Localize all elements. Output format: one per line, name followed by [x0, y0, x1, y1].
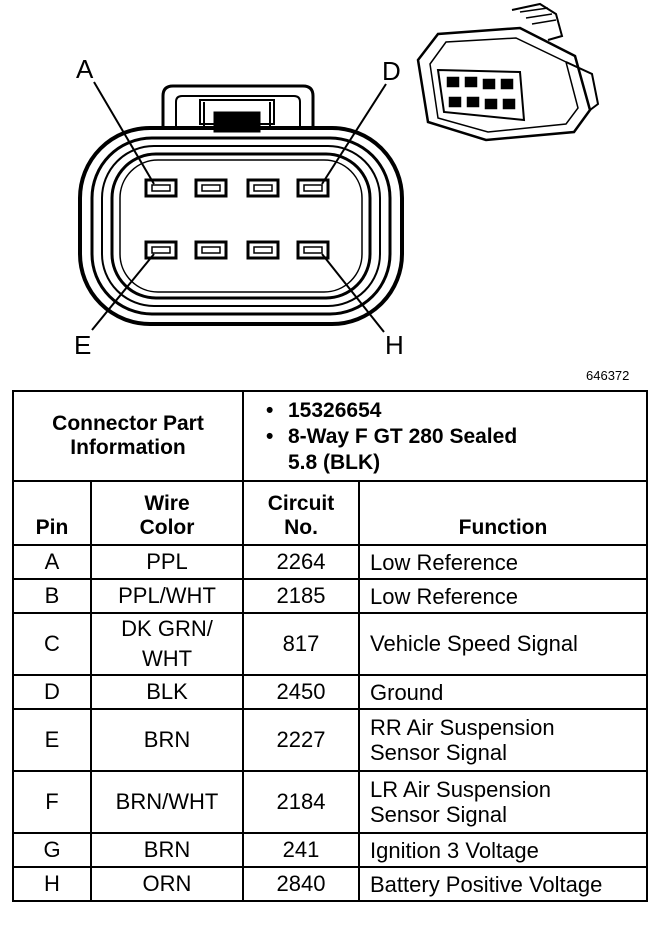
cell-function: [359, 709, 647, 771]
pin-callout-e: E: [74, 330, 92, 360]
cell-wire-color: ORN: [91, 867, 243, 901]
cavity-g: [248, 242, 278, 258]
col-header-pin: Pin: [13, 481, 91, 545]
cell-pin: C: [13, 613, 91, 675]
part-info-header: [13, 391, 243, 481]
cavity-c: [248, 180, 278, 196]
table-row: [13, 709, 647, 771]
function-line1: RR Air Suspension: [370, 715, 555, 740]
cell-pin: G: [13, 833, 91, 867]
col-header-wire-color-text: Wire Color: [139, 492, 195, 539]
part-description-line2: 5.8 (BLK): [288, 451, 381, 474]
part-info-header-text: Connector Part Information: [52, 412, 204, 459]
cell-function: [359, 771, 647, 833]
cell-circuit: 241: [243, 833, 359, 867]
cell-wire-color: [91, 613, 243, 675]
cell-wire-color: BRN: [91, 709, 243, 771]
cell-function: Low Reference: [359, 545, 647, 579]
pin-callout-h: H: [385, 330, 404, 360]
table-row: [13, 771, 647, 833]
table-row: [13, 675, 647, 709]
function-line2: Sensor Signal: [370, 740, 507, 765]
cell-function: Low Reference: [359, 579, 647, 613]
column-header-row: [13, 481, 647, 545]
pin-callout-a: A: [76, 54, 94, 84]
figure-id: 646372: [586, 368, 630, 383]
part-number: • 15326654: [288, 398, 646, 424]
part-description: [288, 424, 646, 476]
cell-pin: H: [13, 867, 91, 901]
cell-pin: E: [13, 709, 91, 771]
cell-function: Ignition 3 Voltage: [359, 833, 647, 867]
cell-circuit: 2227: [243, 709, 359, 771]
cell-circuit: 2450: [243, 675, 359, 709]
part-description-line1: 8-Way F GT 280 Sealed: [288, 425, 518, 448]
cavity-e: [146, 242, 176, 258]
cavity-f: [196, 242, 226, 258]
cell-function: Battery Positive Voltage: [359, 867, 647, 901]
cell-circuit: 2185: [243, 579, 359, 613]
cell-wire-color: PPL/WHT: [91, 579, 243, 613]
cell-pin: F: [13, 771, 91, 833]
pin-callout-d: D: [382, 56, 401, 86]
cell-wire-color: BLK: [91, 675, 243, 709]
cell-circuit: 2184: [243, 771, 359, 833]
cell-wire-color: BRN: [91, 833, 243, 867]
col-header-circuit-no: [243, 481, 359, 545]
table-row: [13, 545, 647, 579]
table-row: [13, 867, 647, 901]
table-row: [13, 579, 647, 613]
cavity-a: [146, 180, 176, 196]
table-row: [13, 613, 647, 675]
cell-function: Vehicle Speed Signal: [359, 613, 647, 675]
cell-circuit: 2264: [243, 545, 359, 579]
function-line1: LR Air Suspension: [370, 777, 551, 802]
function-line2: Sensor Signal: [370, 802, 507, 827]
connector-diagram: [0, 0, 672, 380]
connector-table: [12, 390, 648, 902]
part-info-row: [13, 391, 647, 481]
cell-wire-color: BRN/WHT: [91, 771, 243, 833]
cell-wire-color: PPL: [91, 545, 243, 579]
cell-circuit: 2840: [243, 867, 359, 901]
col-header-circuit-no-text: Circuit No.: [267, 492, 335, 539]
cell-pin: A: [13, 545, 91, 579]
cell-circuit: 817: [243, 613, 359, 675]
connector-iso-view: [418, 4, 598, 140]
col-header-function: Function: [359, 481, 647, 545]
table-row: [13, 833, 647, 867]
connector-face: [80, 86, 402, 324]
cell-function: Ground: [359, 675, 647, 709]
cell-pin: B: [13, 579, 91, 613]
cavity-b: [196, 180, 226, 196]
pin-cavities: [146, 180, 328, 258]
wire-color-line1: DK GRN/: [121, 616, 213, 641]
part-info-details: [243, 391, 647, 481]
col-header-wire-color: [91, 481, 243, 545]
cell-pin: D: [13, 675, 91, 709]
wire-color-line2: WHT: [141, 646, 193, 671]
